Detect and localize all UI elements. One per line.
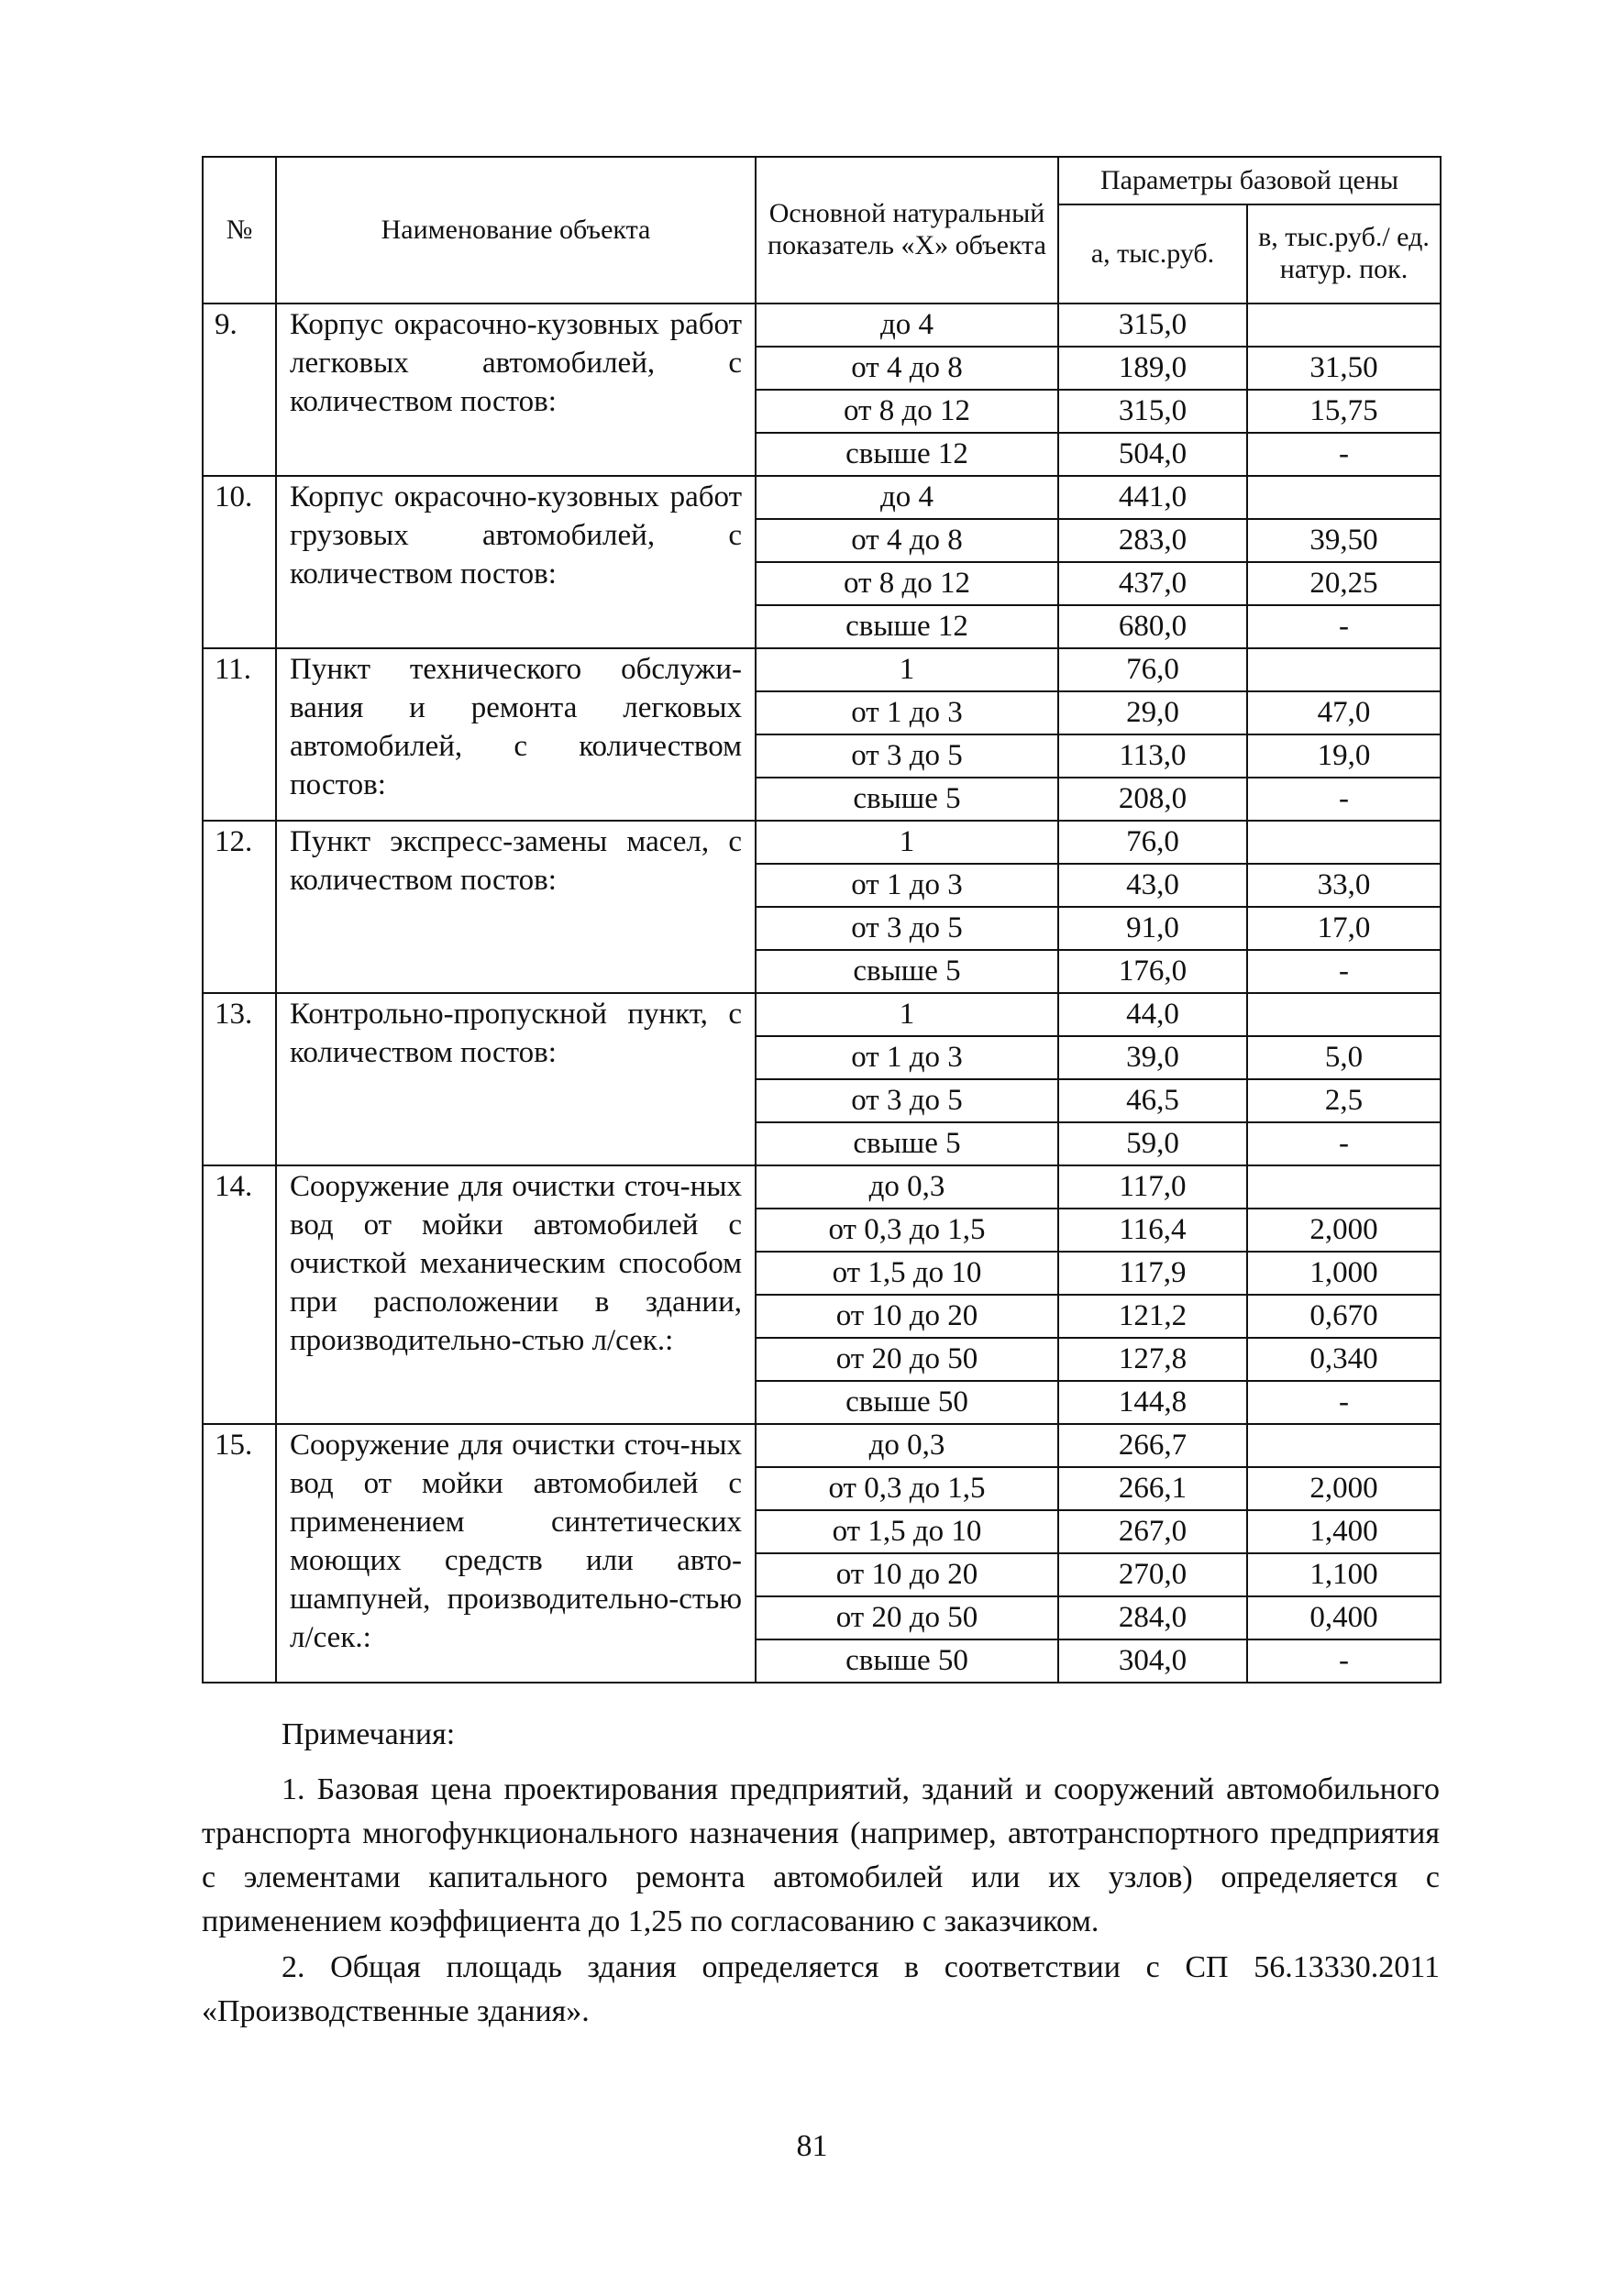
cell-x: от 3 до 5 xyxy=(756,734,1058,778)
cell-a: 270,0 xyxy=(1058,1553,1247,1596)
cell-x: от 4 до 8 xyxy=(756,519,1058,562)
item-name-text: Корпус окрасочно-кузовных работ грузовых автомобилей, с количеством постов: xyxy=(290,480,742,591)
item-name-text: Пункт технического обслужи-вания и ремонта легковых автомобилей, с количеством постов: xyxy=(290,653,742,801)
note-1: 1. Базовая цена проектирования предприятий, зданий и сооружений автомобильного транспорта многофункционального назначения (например, автотранспортного предприятия с элементами капитального ремонта автомобилей или их узлов) определяется с применением коэффициента до 1,25 по согласованию с заказчиком. xyxy=(202,1772,1440,1938)
cell-b: 1,400 xyxy=(1247,1510,1441,1553)
cell-a: 315,0 xyxy=(1058,390,1247,433)
item-name xyxy=(276,476,756,648)
cell-a: 441,0 xyxy=(1058,476,1247,519)
cell-x: до 4 xyxy=(756,304,1058,347)
item-name-text: Пункт экспресс-замены масел, с количеством постов: xyxy=(290,825,742,897)
table-row xyxy=(203,304,1441,347)
cell-a: 315,0 xyxy=(1058,304,1247,347)
cell-x: от 0,3 до 1,5 xyxy=(756,1209,1058,1252)
cell-b xyxy=(1247,648,1441,691)
cell-a: 284,0 xyxy=(1058,1596,1247,1639)
cell-b: 0,340 xyxy=(1247,1338,1441,1381)
cell-b: 20,25 xyxy=(1247,562,1441,605)
header-num: № xyxy=(203,157,276,304)
header-params: Параметры базовой цены xyxy=(1058,157,1441,204)
cell-a: 437,0 xyxy=(1058,562,1247,605)
price-table xyxy=(202,156,1442,1683)
cell-x: от 1,5 до 10 xyxy=(756,1252,1058,1295)
cell-a: 189,0 xyxy=(1058,347,1247,390)
cell-b: 17,0 xyxy=(1247,907,1441,950)
cell-x: свыше 12 xyxy=(756,605,1058,648)
cell-x: от 1,5 до 10 xyxy=(756,1510,1058,1553)
item-number: 10. xyxy=(203,476,276,648)
cell-b: - xyxy=(1247,605,1441,648)
cell-x: от 3 до 5 xyxy=(756,1079,1058,1122)
cell-x: от 1 до 3 xyxy=(756,691,1058,734)
item-number: 9. xyxy=(203,304,276,476)
cell-b: 31,50 xyxy=(1247,347,1441,390)
cell-x: свыше 50 xyxy=(756,1381,1058,1424)
cell-x: 1 xyxy=(756,821,1058,864)
item-number: 14. xyxy=(203,1165,276,1424)
cell-b: 47,0 xyxy=(1247,691,1441,734)
cell-b xyxy=(1247,993,1441,1036)
cell-x: от 0,3 до 1,5 xyxy=(756,1467,1058,1510)
cell-a: 127,8 xyxy=(1058,1338,1247,1381)
cell-a: 44,0 xyxy=(1058,993,1247,1036)
cell-b: - xyxy=(1247,778,1441,821)
cell-b: - xyxy=(1247,1639,1441,1683)
cell-b: 2,000 xyxy=(1247,1209,1441,1252)
cell-a: 91,0 xyxy=(1058,907,1247,950)
cell-b: - xyxy=(1247,1381,1441,1424)
page-number: 81 xyxy=(796,2129,828,2163)
cell-b: 19,0 xyxy=(1247,734,1441,778)
header-a: а, тыс.руб. xyxy=(1058,204,1247,304)
table-header xyxy=(203,157,1441,304)
table-row xyxy=(203,993,1441,1036)
notes-title: Примечания: xyxy=(282,1717,456,1751)
cell-b: 2,000 xyxy=(1247,1467,1441,1510)
cell-b: 33,0 xyxy=(1247,864,1441,907)
item-name-text: Сооружение для очистки сточ-ных вод от мойки автомобилей с очисткой механическим способом при расположении в здании, производительно-стью л/сек.: xyxy=(290,1170,742,1357)
cell-b xyxy=(1247,304,1441,347)
cell-a: 113,0 xyxy=(1058,734,1247,778)
item-name-text: Сооружение для очистки сточ-ных вод от мойки автомобилей с применением синтетических моющих средств или авто-шампуней, производительно-стью л/сек.: xyxy=(290,1429,742,1654)
table-row xyxy=(203,648,1441,691)
cell-a: 283,0 xyxy=(1058,519,1247,562)
cell-x: до 0,3 xyxy=(756,1165,1058,1209)
cell-x: до 4 xyxy=(756,476,1058,519)
item-name-text: Корпус окрасочно-кузовных работ легковых автомобилей, с количеством постов: xyxy=(290,308,742,418)
cell-b xyxy=(1247,476,1441,519)
cell-b: 5,0 xyxy=(1247,1036,1441,1079)
cell-x: от 8 до 12 xyxy=(756,390,1058,433)
cell-b: - xyxy=(1247,950,1441,993)
cell-a: 117,9 xyxy=(1058,1252,1247,1295)
cell-x: свыше 50 xyxy=(756,1639,1058,1683)
cell-a: 46,5 xyxy=(1058,1079,1247,1122)
table-row xyxy=(203,476,1441,519)
cell-b: 1,000 xyxy=(1247,1252,1441,1295)
item-name xyxy=(276,648,756,821)
cell-a: 266,7 xyxy=(1058,1424,1247,1467)
note-2: 2. Общая площадь здания определяется в соответствии с СП 56.13330.2011 «Производственные здания». xyxy=(202,1950,1440,2028)
item-name xyxy=(276,1165,756,1424)
cell-a: 176,0 xyxy=(1058,950,1247,993)
cell-a: 43,0 xyxy=(1058,864,1247,907)
cell-b xyxy=(1247,1165,1441,1209)
cell-a: 121,2 xyxy=(1058,1295,1247,1338)
cell-x: от 20 до 50 xyxy=(756,1596,1058,1639)
cell-b: 1,100 xyxy=(1247,1553,1441,1596)
cell-a: 208,0 xyxy=(1058,778,1247,821)
cell-b xyxy=(1247,1424,1441,1467)
item-number: 13. xyxy=(203,993,276,1165)
cell-x: от 4 до 8 xyxy=(756,347,1058,390)
cell-a: 504,0 xyxy=(1058,433,1247,476)
table-row xyxy=(203,1424,1441,1467)
item-number: 11. xyxy=(203,648,276,821)
cell-x: от 1 до 3 xyxy=(756,864,1058,907)
cell-a: 29,0 xyxy=(1058,691,1247,734)
table-row xyxy=(203,1165,1441,1209)
cell-x: от 20 до 50 xyxy=(756,1338,1058,1381)
cell-a: 680,0 xyxy=(1058,605,1247,648)
cell-x: до 0,3 xyxy=(756,1424,1058,1467)
cell-x: от 1 до 3 xyxy=(756,1036,1058,1079)
cell-x: свыше 5 xyxy=(756,1122,1058,1165)
cell-a: 116,4 xyxy=(1058,1209,1247,1252)
cell-b: 39,50 xyxy=(1247,519,1441,562)
cell-b: - xyxy=(1247,1122,1441,1165)
cell-b: 15,75 xyxy=(1247,390,1441,433)
item-number: 15. xyxy=(203,1424,276,1683)
header-b: в, тыс.руб./ ед. натур. пок. xyxy=(1247,204,1441,304)
header-x: Основной натуральный показатель «Х» объекта xyxy=(756,157,1058,304)
cell-x: от 10 до 20 xyxy=(756,1553,1058,1596)
table-row xyxy=(203,821,1441,864)
cell-b: 0,400 xyxy=(1247,1596,1441,1639)
cell-x: свыше 5 xyxy=(756,778,1058,821)
cell-b: 0,670 xyxy=(1247,1295,1441,1338)
item-name xyxy=(276,304,756,476)
cell-x: от 8 до 12 xyxy=(756,562,1058,605)
cell-a: 76,0 xyxy=(1058,821,1247,864)
cell-a: 39,0 xyxy=(1058,1036,1247,1079)
item-name xyxy=(276,993,756,1165)
cell-a: 76,0 xyxy=(1058,648,1247,691)
cell-a: 304,0 xyxy=(1058,1639,1247,1683)
cell-x: свыше 5 xyxy=(756,950,1058,993)
cell-b: 2,5 xyxy=(1247,1079,1441,1122)
cell-a: 117,0 xyxy=(1058,1165,1247,1209)
item-number: 12. xyxy=(203,821,276,993)
cell-x: от 3 до 5 xyxy=(756,907,1058,950)
table-body xyxy=(203,304,1441,1683)
cell-x: 1 xyxy=(756,993,1058,1036)
cell-b xyxy=(1247,821,1441,864)
cell-b: - xyxy=(1247,433,1441,476)
cell-a: 59,0 xyxy=(1058,1122,1247,1165)
item-name xyxy=(276,1424,756,1683)
cell-a: 144,8 xyxy=(1058,1381,1247,1424)
header-name: Наименование объекта xyxy=(276,157,756,304)
item-name-text: Контрольно-пропускной пункт, с количеством постов: xyxy=(290,998,742,1069)
item-name xyxy=(276,821,756,993)
cell-a: 266,1 xyxy=(1058,1467,1247,1510)
cell-x: от 10 до 20 xyxy=(756,1295,1058,1338)
cell-x: свыше 12 xyxy=(756,433,1058,476)
cell-a: 267,0 xyxy=(1058,1510,1247,1553)
cell-x: 1 xyxy=(756,648,1058,691)
